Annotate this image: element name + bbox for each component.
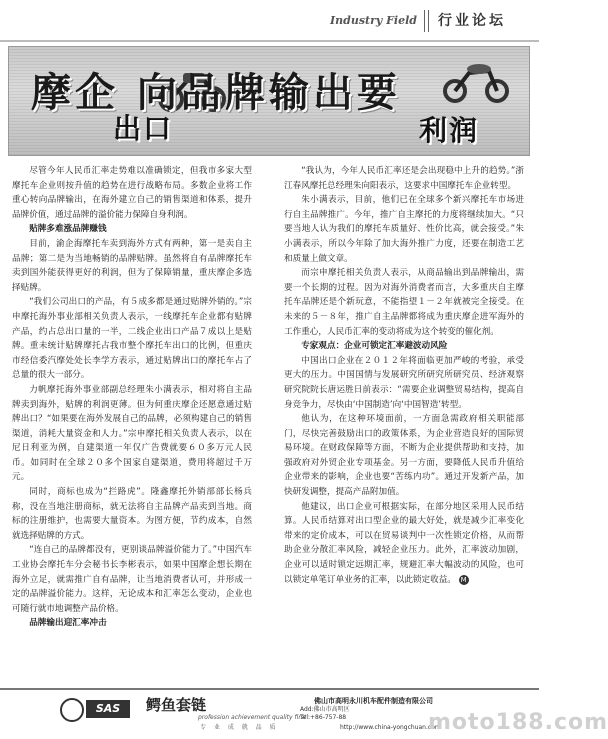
section-title-en: Industry Field xyxy=(330,14,417,27)
paragraph: 目前，渝企海摩托车卖到海外方式有两种，第一是卖自主品牌；第二是为当地畅销的品牌贴牌。虽然将自有品牌摩托车卖到国外能获得更好的利润，但为了保障销量，重庆摩企多选择贴牌。 xyxy=(12,238,252,293)
paragraph: 而宗申摩托相关负责人表示，从商品输出到品牌输出，需要一个长期的过程。因为对海外消费者而言，大多重庆自主摩托车品牌还是个新玩意，不能指望１－２年就被完全接受。在未来的５－８年，推广自主品牌都将成为重庆摩企进军海外的工作重心，人民币汇率的变动将成为这个转变的催化剂。 xyxy=(284,268,524,337)
subheading: 专家观点：企业可锁定汇率避波动风险 xyxy=(301,341,448,352)
site-watermark: moto188.com xyxy=(428,710,608,735)
company-website: http://www.china-yongchuan.com xyxy=(340,724,441,731)
brand-emblem-icon xyxy=(60,698,84,722)
sas-logo: SAS xyxy=(86,700,130,718)
header-divider xyxy=(428,10,429,32)
paragraph xyxy=(284,500,524,588)
company-name: 佛山市高明永川机车配件制造有限公司 xyxy=(314,697,433,705)
paragraph: 尽管今年人民币汇率走势难以准确锁定，但我市多家大型摩托车企业则按升值的趋势在进行战略布局。多数企业将工作重心转向品牌输出，在海外建立自己的销售渠道和体系，提升品牌价值，通过品牌的溢价能力保障自身利润。 xyxy=(12,166,252,220)
paragraph: 同时，商标也成为“拦路虎”。隆鑫摩托外销部部长杨兵称，没在当地注册商标，就无法将自主品牌产品卖到当地。商标的注册维护，也需要大量资本。为图方便，节约成本，自然就选择贴牌的方式。 xyxy=(12,487,252,541)
company-phone: Tel:+86-757-88 xyxy=(300,714,347,721)
company-contact xyxy=(300,706,350,722)
brand-slogan: 专 业 成 就 品 质 xyxy=(200,724,279,731)
section-title-cn: 行业论坛 xyxy=(438,13,506,29)
end-mark-icon: M xyxy=(460,575,467,584)
paragraph-text: 他建议，出口企业可根据实际，在部分地区采用人民币结算。人民币结算对出口型企业的最大好处，就是减少汇率变化带来的定价成本，可以在贸易谈判中一次性锁定价格，从而帮助企业分散汇率风险，减轻企业压力。此外，汇率波动加剧，企业可以适时锁定远期汇率，规避汇率大幅波动的风险，也可以锁定单笔订单业务的汇率，以此锁定收益。 xyxy=(284,501,524,585)
paragraph: 中国出口企业在２０１２年将面临更加严峻的考验，承受更大的压力。中国国情与发展研究所研究所研究员、经济观察研究院院长唐运胜日前表示：“需要企业调整贸易结构，提高自身竞争力，尽快由‘中国制造’向‘中国智造’转型。 xyxy=(284,355,524,410)
motorcycle-illustration-icon xyxy=(439,55,511,105)
header-rule xyxy=(0,40,539,42)
subheading: 贴牌多难涨品牌赚钱 xyxy=(29,224,107,235)
brand-name: 鳄鱼套链 xyxy=(146,696,207,714)
article-column-right xyxy=(284,164,524,587)
banner-word-export: 出口 xyxy=(113,112,174,145)
paragraph: “我们公司出口的产品，有５成多都是通过贴牌外销的。”宗申摩托海外事业部相关负责人表示，一线摩托车企业都有贴牌产品，约占总出口量的一半，二线企业出口产品７成以上是贴牌。重未统计贴牌摩托占我市整个摩托车出口的比例，但重庆市经信委汽摩处处长李学方表示，通过贴牌出口的摩托车占了总量的很大一部分。 xyxy=(12,297,252,381)
banner-word-profit: 利润 xyxy=(419,114,480,147)
page-header xyxy=(0,0,539,44)
header-divider xyxy=(424,10,425,32)
subheading: 品牌输出迎汇率冲击 xyxy=(29,618,107,629)
company-address: Add:佛山市高明区 xyxy=(300,706,350,713)
paragraph: 力帆摩托海外事业部副总经理朱小满表示，相对将自主品牌卖到海外，贴牌的利润更薄。但为何重庆摩企还愿意通过贴牌出口？“如果要在海外发展自己的品牌，必须构建自己的销售渠道，消耗大量资金和人力。”宗申摩托相关负责人表示，以在尼日利亚为例，自建渠道一年仅广告费就要６０多万元人民币。如同时在全球２０多个国家自建渠道，费用将超过千万元。 xyxy=(12,384,252,483)
article-banner xyxy=(8,46,530,156)
paragraph: “连自己的品牌都没有，更别谈品牌溢价能力了。”中国汽车工业协会摩托车分会秘书长李彬表示，如果中国摩企想长期在海外立足，就需推广自有品牌，让当地消费者认可，并形成一定的品牌溢价能力。这样，无论成本和汇率怎么变动，企业也可随行就市地调整产品价格。 xyxy=(12,545,252,614)
paragraph: 他认为，在这种环境面前，一方面急需政府相关职能部门，尽快完善鼓励出口的政策体系，为企业营造良好的国际贸易环境。在财政保障等方面，不断为企业提供帮助和支持，加强政府对外贸企业专项基金。另一方面，要降低人民币升值给企业带来的影响，企业也要“苦练内功”。通过开发新产品，加快研发调整，提高产品附加值。 xyxy=(284,414,524,498)
brand-tagline-en: profession achievement quality first xyxy=(198,714,307,721)
paragraph: 朱小满表示，目前，他们已在全球多个新兴摩托车市场进行自主品牌推广。今年，推广自主摩托的力度将继续加大。“只要当地人认为我们的摩托车质量好、性价比高，就会接受。”朱小满表示，所以今年除了加大海外推广力度，还要在制造工艺和质量上做文章。 xyxy=(284,195,524,264)
article-column-left xyxy=(12,164,252,631)
banner-title: 摩企 向品牌输出要 xyxy=(31,69,401,116)
paragraph: “我认为，今年人民币汇率还是会出现稳中上升的趋势。”浙江春风摩托总经理朱向阳表示，这要求中国摩托车企业转型。 xyxy=(284,166,524,191)
